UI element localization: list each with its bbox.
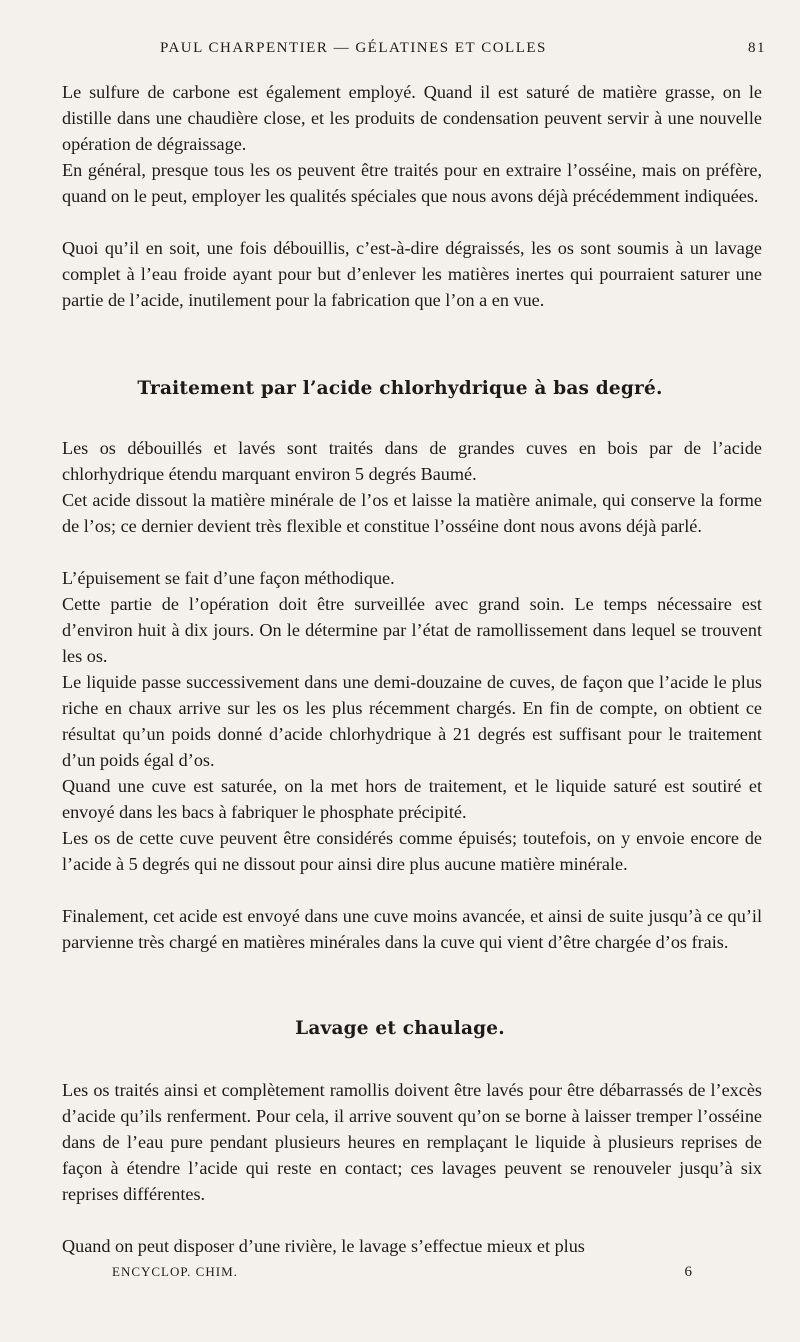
paragraph: L’épuisement se fait d’une façon méthodique. xyxy=(62,568,395,588)
paragraph: Le sulfure de carbone est également employé. Quand il est saturé de matière grasse, on le distille dans une chaudière close, et les produits de condensation peuvent servir à une nouvelle opération de dégraissage. xyxy=(62,82,762,154)
paragraph: Les os débouillés et lavés sont traités dans de grandes cuves en bois par de l’acide chlorhydrique étendu marquant environ 5 degrés Baumé. xyxy=(62,438,762,484)
page-footer xyxy=(112,1264,740,1284)
paragraph: Finalement, cet acide est envoyé dans une cuve moins avancée, et ainsi de suite jusqu’à ce qu’il parvienne très chargé en matières minérales dans la cuve qui vient d’être chargée d’os frais. xyxy=(62,906,762,952)
paragraph: Les os traités ainsi et complètement ramollis doivent être lavés pour être débarrassés de l’excès d’acide qu’ils renferment. Pour cela, il arrive souvent qu’on se borne à laisser tremper l’osséine dans de l’eau pure pendant plusieurs heures en remplaçant le liquide à plusieurs reprises de façon à étendre l’acide qui reste en contact; ces lavages peuvent se renouveler jusqu’à six reprises différentes. xyxy=(62,1080,762,1204)
paragraph: Cette partie de l’opération doit être surveillée avec grand soin. Le temps nécessaire est d’environ huit à dix jours. On le détermine par l’état de ramollissement dans lequel se trouvent les os. xyxy=(62,594,762,666)
sheet-number: 6 xyxy=(684,1264,693,1280)
paragraph: Quoi qu’il en soit, une fois débouillis, c’est-à-dire dégraissés, les os sont soumis à un lavage complet à l’eau froide ayant pour but d’enlever les matières inertes qui pourraient saturer une partie de l’acide, inutilement pour la fabrication que l’on a en vue. xyxy=(62,238,762,310)
paragraph: Quand une cuve est saturée, on la met hors de traitement, et le liquide saturé est soutiré et envoyé dans les bacs à fabriquer le phosphate précipité. xyxy=(62,776,762,822)
paragraph: Les os de cette cuve peuvent être considérés comme épuisés; toutefois, on y envoie encore de l’acide à 5 degrés qui ne dissout pour ainsi dire plus aucune matière minérale. xyxy=(62,828,762,874)
paragraph: Cet acide dissout la matière minérale de l’os et laisse la matière animale, qui conserve la forme de l’os; ce dernier devient très flexible et constitue l’osséine dont nous avons déjà parlé. xyxy=(62,490,762,536)
paragraph: Le liquide passe successivement dans une demi-douzaine de cuves, de façon que l’acide le plus riche en chaux arrive sur les os les plus récemment chargés. En fin de compte, on obtient ce résultat qu’un poids donné d’acide chlorhydrique à 21 degrés est suffisant pour le traitement d’un poids égal d’os. xyxy=(62,672,762,770)
page-header xyxy=(60,40,772,66)
page-number: 81 xyxy=(748,40,766,56)
signature-mark: ENCYCLOP. CHIM. xyxy=(112,1264,238,1279)
running-title: PAUL CHARPENTIER — GÉLATINES ET COLLES xyxy=(160,40,547,56)
paragraph: En général, presque tous les os peuvent être traités pour en extraire l’osséine, mais on préfère, quand on le peut, employer les qualités spéciales que nous avons déjà précédemment indiquées. xyxy=(62,160,762,206)
paragraph: Quand on peut disposer d’une rivière, le lavage s’effectue mieux et plus xyxy=(62,1236,585,1256)
section-title: Lavage et chaulage. xyxy=(295,1018,505,1039)
section-title: Traitement par l’acide chlorhydrique à bas degré. xyxy=(137,378,663,399)
